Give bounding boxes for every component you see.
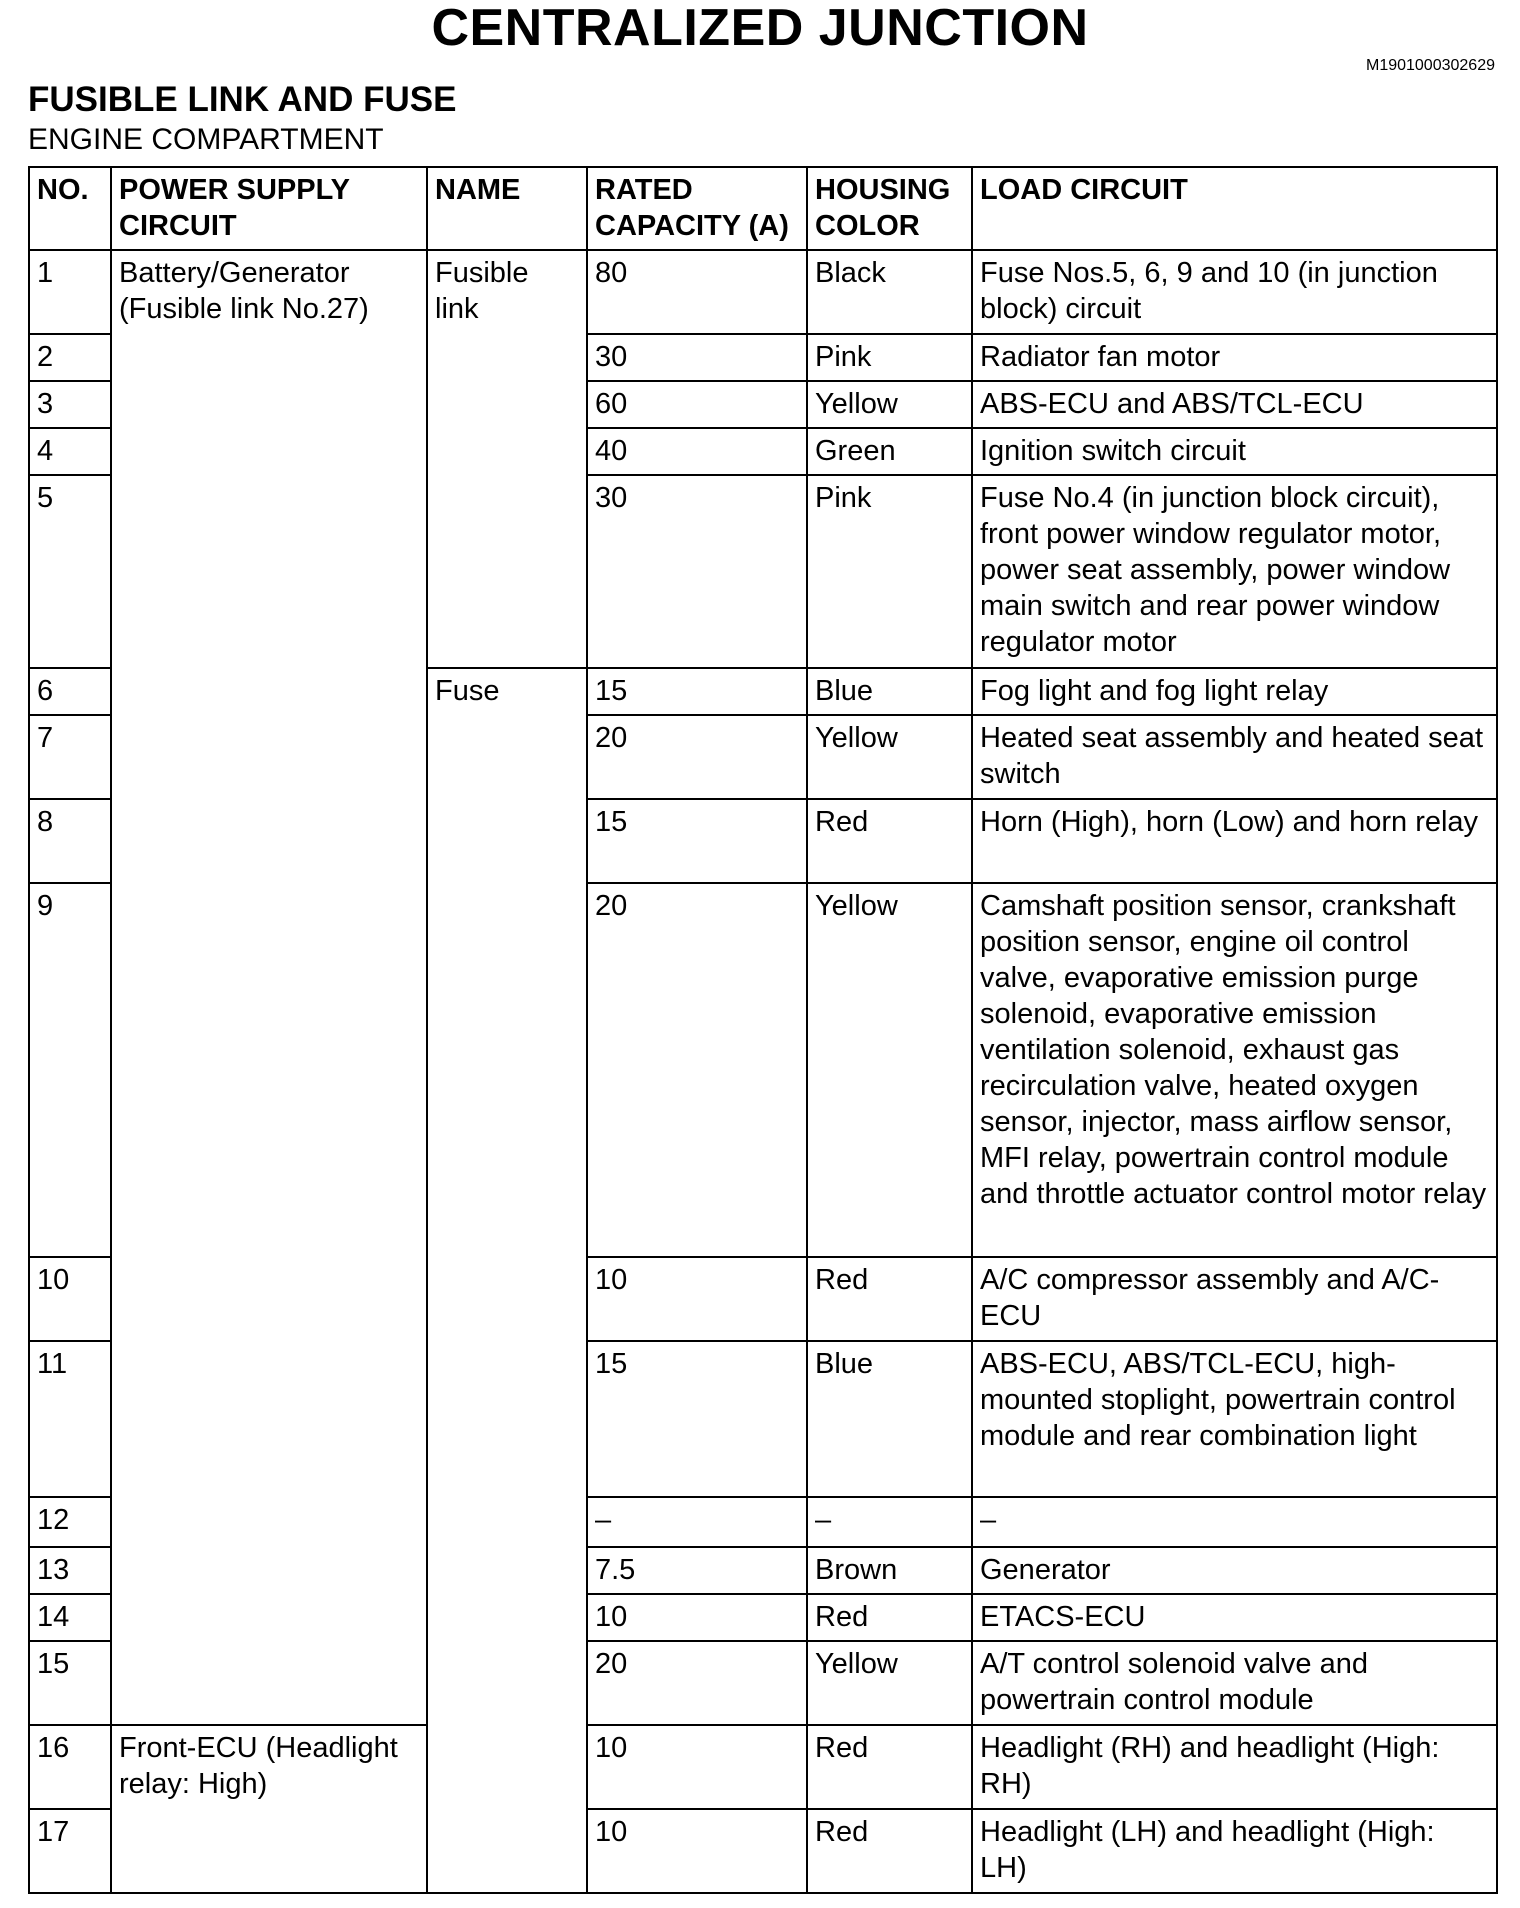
- cell-rated-capacity: 40: [587, 428, 807, 475]
- cell-no: 12: [29, 1497, 111, 1547]
- cell-housing-color: Yellow: [807, 883, 972, 1257]
- cell-load-circuit: ABS-ECU and ABS/TCL-ECU: [972, 381, 1497, 428]
- cell-load-circuit: Fuse No.4 (in junction block circuit), front power window regulator motor, power seat assembly, power window main switch and rear power window regulator motor: [972, 475, 1497, 668]
- cell-load-circuit: Headlight (RH) and headlight (High: RH): [972, 1725, 1497, 1809]
- cell-housing-color: –: [807, 1497, 972, 1547]
- cell-name: Fuse: [427, 668, 587, 1893]
- cell-load-circuit: Fuse Nos.5, 6, 9 and 10 (in junction block) circuit: [972, 250, 1497, 334]
- header-name: NAME: [427, 167, 587, 250]
- cell-housing-color: Red: [807, 1257, 972, 1341]
- cell-housing-color: Brown: [807, 1547, 972, 1594]
- cell-rated-capacity: 20: [587, 715, 807, 799]
- header-load-circuit: LOAD CIRCUIT: [972, 167, 1497, 250]
- document-id: M1901000302629: [1365, 57, 1495, 74]
- cell-housing-color: Green: [807, 428, 972, 475]
- cell-load-circuit: Camshaft position sensor, crankshaft position sensor, engine oil control valve, evaporative emission purge solenoid, evaporative emission ventilation solenoid, exhaust gas recirculation valve, heated oxygen sensor, injector, mass airflow sensor, MFI relay, powertrain control module and throttle actuator control motor relay: [972, 883, 1497, 1257]
- cell-rated-capacity: 30: [587, 475, 807, 668]
- cell-rated-capacity: 30: [587, 334, 807, 381]
- cell-no: 5: [29, 475, 111, 668]
- cell-load-circuit: Fog light and fog light relay: [972, 668, 1497, 715]
- cell-housing-color: Black: [807, 250, 972, 334]
- cell-housing-color: Red: [807, 1594, 972, 1641]
- cell-housing-color: Yellow: [807, 715, 972, 799]
- cell-rated-capacity: 20: [587, 883, 807, 1257]
- header-power-supply-circuit: POWER SUPPLY CIRCUIT: [111, 167, 427, 250]
- cell-housing-color: Pink: [807, 475, 972, 668]
- cell-no: 2: [29, 334, 111, 381]
- cell-load-circuit: Ignition switch circuit: [972, 428, 1497, 475]
- cell-rated-capacity: 10: [587, 1594, 807, 1641]
- cell-housing-color: Yellow: [807, 381, 972, 428]
- cell-no: 15: [29, 1641, 111, 1725]
- cell-rated-capacity: 15: [587, 799, 807, 883]
- cell-load-circuit: Generator: [972, 1547, 1497, 1594]
- cell-rated-capacity: 10: [587, 1809, 807, 1893]
- cell-no: 8: [29, 799, 111, 883]
- cell-load-circuit: –: [972, 1497, 1497, 1547]
- cell-no: 1: [29, 250, 111, 334]
- cell-no: 13: [29, 1547, 111, 1594]
- page-title: CENTRALIZED JUNCTION: [431, 0, 1089, 57]
- cell-rated-capacity: 10: [587, 1725, 807, 1809]
- cell-housing-color: Blue: [807, 1341, 972, 1497]
- cell-load-circuit: A/T control solenoid valve and powertrain control module: [972, 1641, 1497, 1725]
- subsection-title: ENGINE COMPARTMENT: [28, 123, 384, 156]
- cell-no: 3: [29, 381, 111, 428]
- cell-rated-capacity: 20: [587, 1641, 807, 1725]
- header-no: NO.: [29, 167, 111, 250]
- cell-load-circuit: Headlight (LH) and headlight (High: LH): [972, 1809, 1497, 1893]
- section-title: FUSIBLE LINK AND FUSE: [28, 80, 457, 119]
- cell-rated-capacity: 15: [587, 1341, 807, 1497]
- cell-rated-capacity: 15: [587, 668, 807, 715]
- cell-load-circuit: ETACS-ECU: [972, 1594, 1497, 1641]
- cell-no: 4: [29, 428, 111, 475]
- cell-housing-color: Red: [807, 1725, 972, 1809]
- cell-load-circuit: Heated seat assembly and heated seat switch: [972, 715, 1497, 799]
- cell-no: 9: [29, 883, 111, 1257]
- cell-load-circuit: Horn (High), horn (Low) and horn relay: [972, 799, 1497, 883]
- cell-housing-color: Yellow: [807, 1641, 972, 1725]
- cell-housing-color: Red: [807, 1809, 972, 1893]
- cell-name: Fusible link: [427, 250, 587, 668]
- cell-no: 16: [29, 1725, 111, 1809]
- cell-rated-capacity: 60: [587, 381, 807, 428]
- cell-rated-capacity: 80: [587, 250, 807, 334]
- cell-power-supply-circuit: Front-ECU (Headlight relay: High): [111, 1725, 427, 1893]
- header-rated-capacity: RATED CAPACITY (A): [587, 167, 807, 250]
- table-row: [29, 1725, 1497, 1809]
- cell-power-supply-circuit: Battery/Generator (Fusible link No.27): [111, 250, 427, 1725]
- cell-no: 14: [29, 1594, 111, 1641]
- cell-load-circuit: Radiator fan motor: [972, 334, 1497, 381]
- cell-load-circuit: ABS-ECU, ABS/TCL-ECU, high-mounted stoplight, powertrain control module and rear combination light: [972, 1341, 1497, 1497]
- cell-no: 10: [29, 1257, 111, 1341]
- cell-no: 7: [29, 715, 111, 799]
- cell-housing-color: Pink: [807, 334, 972, 381]
- cell-no: 17: [29, 1809, 111, 1893]
- cell-rated-capacity: –: [587, 1497, 807, 1547]
- cell-rated-capacity: 7.5: [587, 1547, 807, 1594]
- cell-rated-capacity: 10: [587, 1257, 807, 1341]
- cell-housing-color: Red: [807, 799, 972, 883]
- fuse-table: [28, 166, 1498, 1894]
- cell-load-circuit: A/C compressor assembly and A/C-ECU: [972, 1257, 1497, 1341]
- cell-no: 11: [29, 1341, 111, 1497]
- cell-housing-color: Blue: [807, 668, 972, 715]
- table-row: [29, 250, 1497, 334]
- table-header-row: [29, 167, 1497, 250]
- cell-no: 6: [29, 668, 111, 715]
- header-housing-color: HOUSING COLOR: [807, 167, 972, 250]
